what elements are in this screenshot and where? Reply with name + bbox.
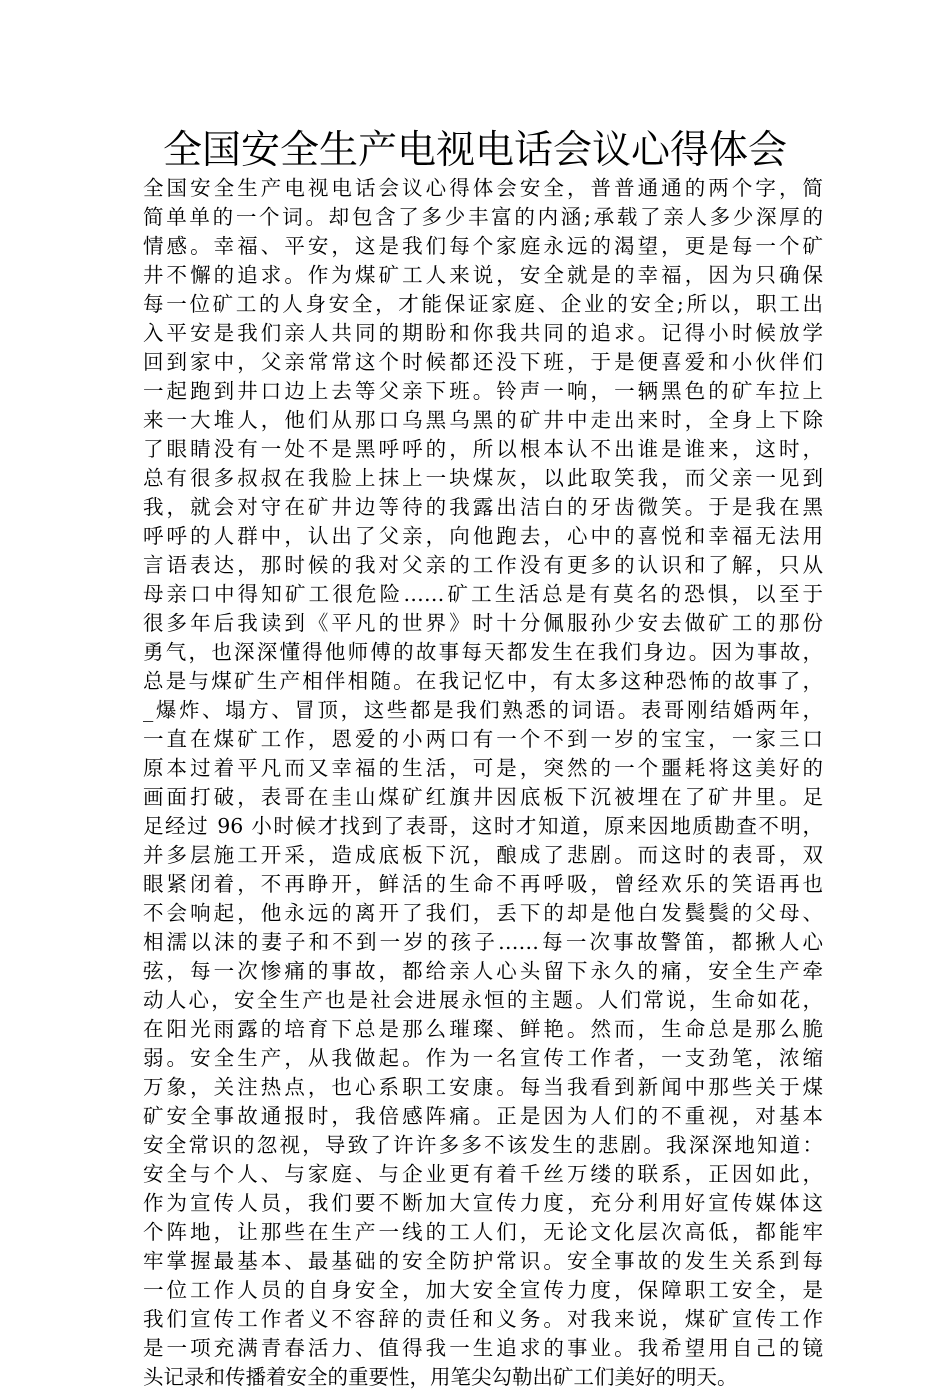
body-line: 个阵地，让那些在生产一线的工人们，无论文化层次高低，都能牢 xyxy=(143,1220,823,1244)
body-line: 头记录和传播着安全的重要性，用笔尖勾勒出矿工们美好的明天。 xyxy=(143,1365,738,1389)
body-line: 作为宣传人员，我们要不断加大宣传力度，充分利用好宣传媒体这 xyxy=(143,1191,823,1215)
body-line: 每一位矿工的人身安全，才能保证家庭、企业的安全;所以，职工出 xyxy=(143,292,823,316)
body-line: 原本过着平凡而又幸福的生活，可是，突然的一个噩耗将这美好的 xyxy=(143,756,823,780)
body-line: 万象，关注热点，也心系职工安康。每当我看到新闻中那些关于煤 xyxy=(143,1075,823,1099)
body-line: 安全常识的忽视，导致了许许多多不该发生的悲剧。我深深地知道： xyxy=(143,1133,823,1157)
body-line: 是一项充满青春活力、值得我一生追求的事业。我希望用自己的镜 xyxy=(143,1336,823,1360)
body-line: 动人心，安全生产也是社会进展永恒的主题。人们常说，生命如花， xyxy=(143,988,823,1012)
body-line: 我们宣传工作者义不容辞的责任和义务。对我来说，煤矿宣传工作 xyxy=(143,1307,823,1331)
body-line: 不会响起，他永远的离开了我们，丢下的却是他白发鬓鬓的父母、 xyxy=(143,901,823,925)
body-line: 来一大堆人，他们从那口乌黑乌黑的矿井中走出来时，全身上下除 xyxy=(143,408,823,432)
body-line: 言语表达，那时候的我对父亲的工作没有更多的认识和了解，只从 xyxy=(143,553,823,577)
body-line: 入平安是我们亲人共同的期盼和你我共同的追求。记得小时候放学 xyxy=(143,321,823,345)
body-line: 牢掌握最基本、最基础的安全防护常识。安全事故的发生关系到每 xyxy=(143,1249,823,1273)
body-line: 勇气，也深深懂得他师傅的故事每天都发生在我们身边。因为事故， xyxy=(143,640,823,664)
body-line: 很多年后我读到《平凡的世界》时十分佩服孙少安去做矿工的那份 xyxy=(143,611,823,635)
body-line: 我，就会对守在矿井边等待的我露出洁白的牙齿微笑。于是我在黑 xyxy=(143,495,823,519)
body-line: 情感。幸福、平安，这是我们每个家庭永远的渴望，更是每一个矿 xyxy=(143,234,823,258)
body-line: 母亲口中得知矿工很危险……矿工生活总是有莫名的恐惧，以至于 xyxy=(143,582,823,606)
body-line: 弦，每一次惨痛的事故，都给亲人心头留下永久的痛，安全生产牵 xyxy=(143,959,823,983)
body-line: 相濡以沫的妻子和不到一岁的孩子……每一次事故警笛，都揪人心 xyxy=(143,930,823,954)
body-line: 画面打破，表哥在圭山煤矿红旗井因底板下沉被埋在了矿井里。足 xyxy=(143,785,823,809)
body-line: 一位工作人员的自身安全，加大安全宣传力度，保障职工安全，是 xyxy=(143,1278,823,1302)
body-line: 在阳光雨露的培育下总是那么璀璨、鲜艳。然而，生命总是那么脆 xyxy=(143,1017,823,1041)
body-line: 安全与个人、与家庭、与企业更有着千丝万缕的联系，正因如此， xyxy=(143,1162,823,1186)
body-line: 了眼睛没有一处不是黑呼呼的，所以根本认不出谁是谁来，这时， xyxy=(143,437,823,461)
body-line: 弱。安全生产，从我做起。作为一名宣传工作者，一支劲笔，浓缩 xyxy=(143,1046,823,1070)
body-line: _爆炸、塌方、冒顶，这些都是我们熟悉的词语。表哥刚结婚两年， xyxy=(143,698,823,722)
body-line: 一直在煤矿工作，恩爱的小两口有一个不到一岁的宝宝，一家三口 xyxy=(143,727,823,751)
document-title: 全国安全生产电视电话会议心得体会 xyxy=(162,128,787,173)
body-line: 呼呼的人群中，认出了父亲，向他跑去，心中的喜悦和幸福无法用 xyxy=(143,524,823,548)
body-line: 总是与煤矿生产相伴相随。在我记忆中，有太多这种恐怖的故事了， xyxy=(143,669,823,693)
body-line: 井不懈的追求。作为煤矿工人来说，安全就是的幸福，因为只确保 xyxy=(143,263,823,287)
body-line: 并多层施工开采，造成底板下沉，酿成了悲剧。而这时的表哥，双 xyxy=(143,843,823,867)
body-line: 全国安全生产电视电话会议心得体会安全，普普通通的两个字，简 xyxy=(143,176,823,200)
document-body xyxy=(143,174,823,1392)
body-line: 足经过 96 小时候才找到了表哥，这时才知道，原来因地质勘查不明， xyxy=(143,814,823,838)
body-line: 回到家中，父亲常常这个时候都还没下班，于是便喜爱和小伙伴们 xyxy=(143,350,823,374)
body-line: 总有很多叔叔在我脸上抹上一块煤灰，以此取笑我，而父亲一见到 xyxy=(143,466,823,490)
body-line: 一起跑到井口边上去等父亲下班。铃声一响，一辆黑色的矿车拉上 xyxy=(143,379,823,403)
body-line: 眼紧闭着，不再睁开，鲜活的生命不再呼吸，曾经欢乐的笑语再也 xyxy=(143,872,823,896)
body-line: 简单单的一个词。却包含了多少丰富的内涵;承载了亲人多少深厚的 xyxy=(143,205,823,229)
body-line: 矿安全事故通报时，我倍感阵痛。正是因为人们的不重视，对基本 xyxy=(143,1104,823,1128)
